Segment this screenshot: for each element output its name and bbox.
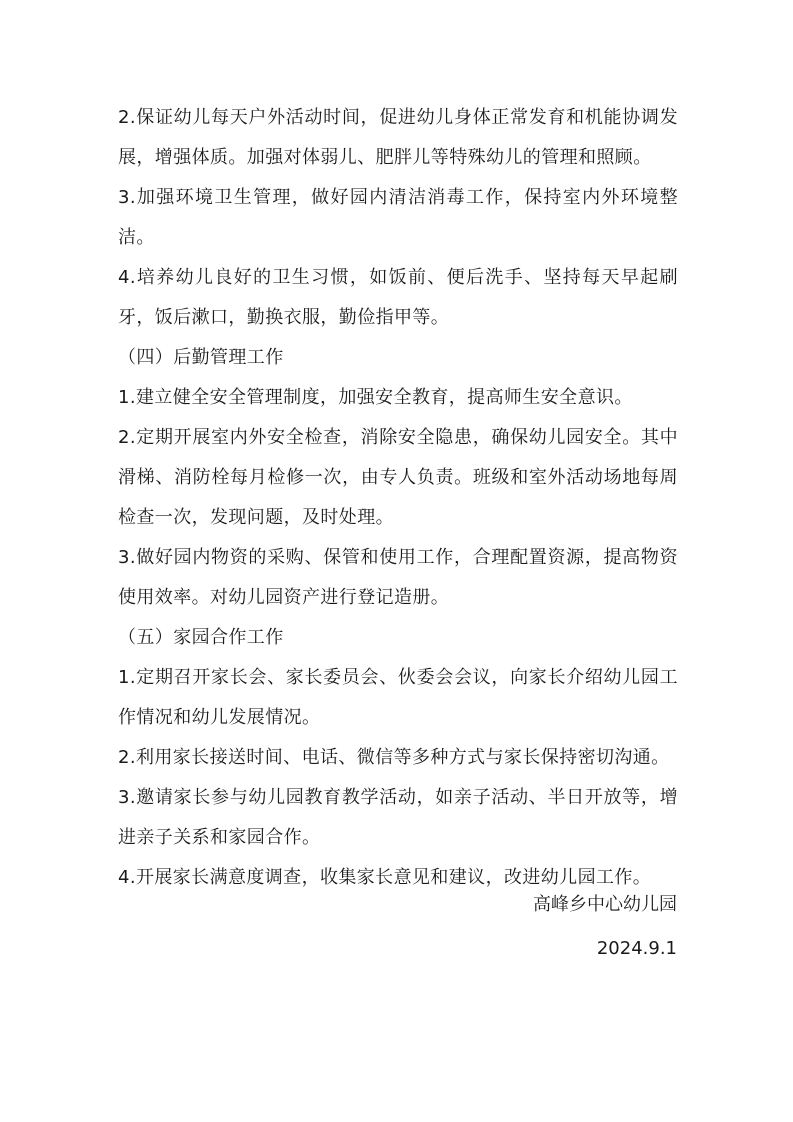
paragraph-parent-participation: 3.邀请家长参与幼儿园教育教学活动，如亲子活动、半日开放等，增进亲子关系和家园合作。 [118,787,678,848]
paragraph-safety-system: 1.建立健全安全管理制度，加强安全教育，提高师生安全意识。 [118,387,633,408]
section-heading-logistics: （四）后勤管理工作 [118,347,284,368]
paragraph-parent-communication: 2.利用家长接送时间、电话、微信等多种方式与家长保持密切沟通。 [118,747,670,768]
document-body [118,98,678,898]
paragraph-satisfaction-survey: 4.开展家长满意度调查，收集家长意见和建议，改进幼儿园工作。 [118,867,652,888]
paragraph-hygiene-habits: 4.培养幼儿良好的卫生习惯，如饭前、便后洗手、坚持每天早起刷牙，饭后漱口，勤换衣服，勤俭指甲等。 [118,267,678,328]
paragraph-safety-inspection: 2.定期开展室内外安全检查，消除安全隐患，确保幼儿园安全。其中滑梯、消防栓每月检修一次，由专人负责。班级和室外活动场地每周检查一次，发现问题，及时处理。 [118,427,678,528]
paragraph-environment-hygiene: 3.加强环境卫生管理，做好园内清洁消毒工作，保持室内外环境整洁。 [118,187,678,248]
paragraph-health-outdoor-activity: 2.保证幼儿每天户外活动时间，促进幼儿身体正常发育和机能协调发展，增强体质。加强对体弱儿、肥胖儿等特殊幼儿的管理和照顾。 [118,107,678,168]
paragraph-parent-meetings: 1.定期召开家长会、家长委员会、伙委会会议，向家长介绍幼儿园工作情况和幼儿发展情况。 [118,667,678,728]
signature-date: 2024.9.1 [596,938,677,959]
signature-organization: 高峰乡中心幼儿园 [533,894,677,915]
paragraph-materials-management: 3.做好园内物资的采购、保管和使用工作，合理配置资源，提高物资使用效率。对幼儿园资产进行登记造册。 [118,547,678,608]
section-heading-home-cooperation: （五）家园合作工作 [118,627,284,648]
